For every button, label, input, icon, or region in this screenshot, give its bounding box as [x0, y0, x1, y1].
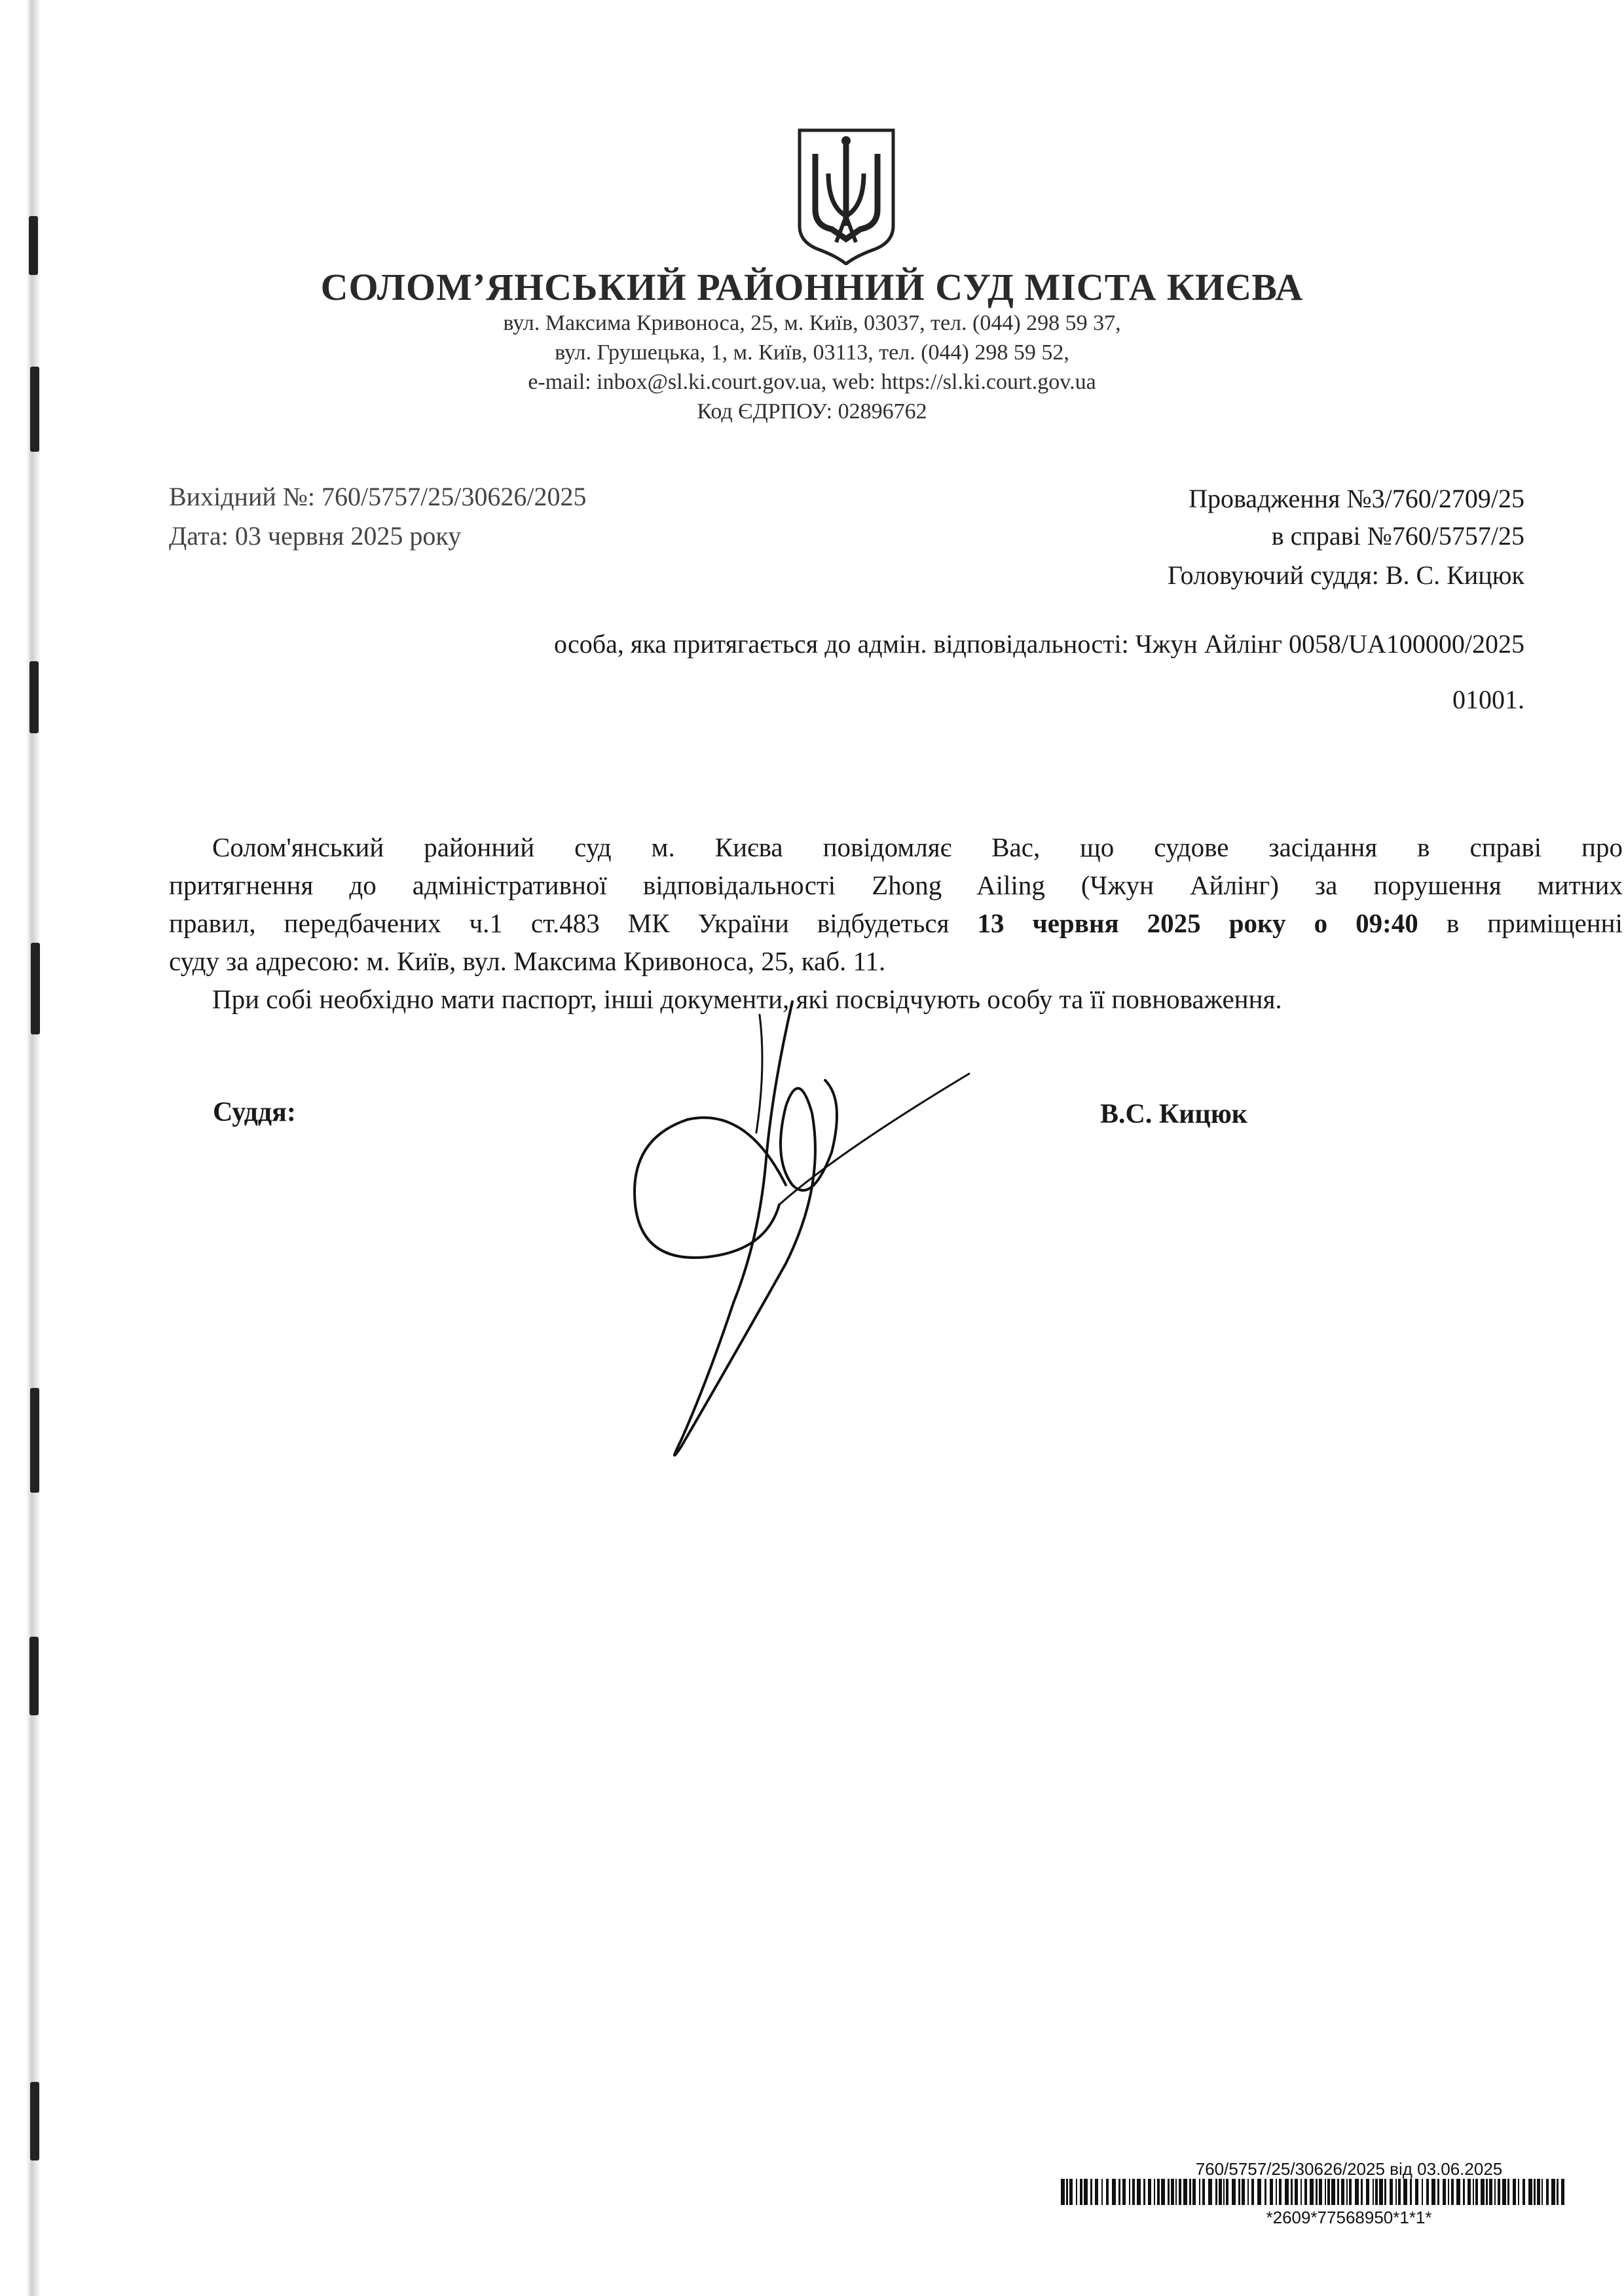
handwritten-signature	[616, 989, 982, 1486]
address-line-2: вул. Грушецька, 1, м. Київ, 03113, тел. (044) 298 59 52,	[555, 340, 1069, 365]
addressee: особа, яка притягається до адмін. відповідальності: Чжун Айлінг 0058/UA100000/2025	[554, 629, 1524, 659]
document-date: Дата: 03 червня 2025 року	[169, 521, 462, 551]
scan-mark	[29, 1637, 39, 1715]
scan-mark	[30, 1388, 39, 1493]
case-number: в справі №760/5757/25	[1271, 521, 1524, 551]
presiding-judge: Головуючий суддя: В. С. Кицюк	[1168, 560, 1524, 590]
notice-line-2: притягнення до адміністративної відповідальності Zhong Ailing (Чжун Айлінг) за порушення митних	[169, 870, 1623, 900]
notice-line-1: Солом'янський районний суд м. Києва повідомляє Вас, що судове засідання в справі про	[212, 832, 1623, 862]
court-name: СОЛОМ’ЯНСЬКИЙ РАЙОННИЙ СУД МІСТА КИЄВА	[320, 266, 1304, 308]
trident-coat-of-arms-icon	[796, 128, 897, 265]
address-line-1: вул. Максима Кривоноса, 25, м. Київ, 03037, тел. (044) 298 59 37,	[503, 311, 1121, 335]
notice-line-4: суду за адресою: м. Київ, вул. Максима Кривоноса, 25, каб. 11.	[169, 946, 886, 976]
edrpou-code: Код ЄДРПОУ: 02896762	[697, 399, 927, 424]
notice-text: правил, передбачених ч.1 ст.483 МК України відбудеться	[169, 908, 978, 938]
notice-text: в приміщенні	[1418, 908, 1623, 938]
notice-line-3	[169, 904, 1623, 942]
barcode-icon	[1061, 2179, 1565, 2205]
judge-name: В.С. Кицюк	[1100, 1099, 1247, 1129]
judge-label: Суддя:	[213, 1097, 296, 1127]
proceeding-number: Провадження №3/760/2709/25	[1189, 484, 1524, 513]
contact-line: e-mail: inbox@sl.ki.court.gov.ua, web: https://sl.ki.court.gov.ua	[528, 370, 1096, 394]
hearing-datetime: 13 червня 2025 року о 09:40	[977, 908, 1418, 938]
outgoing-number: Вихідний №: 760/5757/25/30626/2025	[169, 482, 587, 511]
barcode-caption: 760/5757/25/30626/2025 від 03.06.2025	[1195, 2159, 1503, 2179]
scan-mark	[30, 2082, 39, 2160]
scan-mark	[31, 943, 40, 1034]
notice-line-5: При собі необхідно мати паспорт, інші документи, які посвідчують особу та її повноваження.	[212, 984, 1282, 1014]
barcode-number: *2609*77568950*1*1*	[1266, 2208, 1432, 2227]
scan-mark	[29, 661, 39, 733]
addressee-postcode: 01001.	[1452, 685, 1524, 714]
